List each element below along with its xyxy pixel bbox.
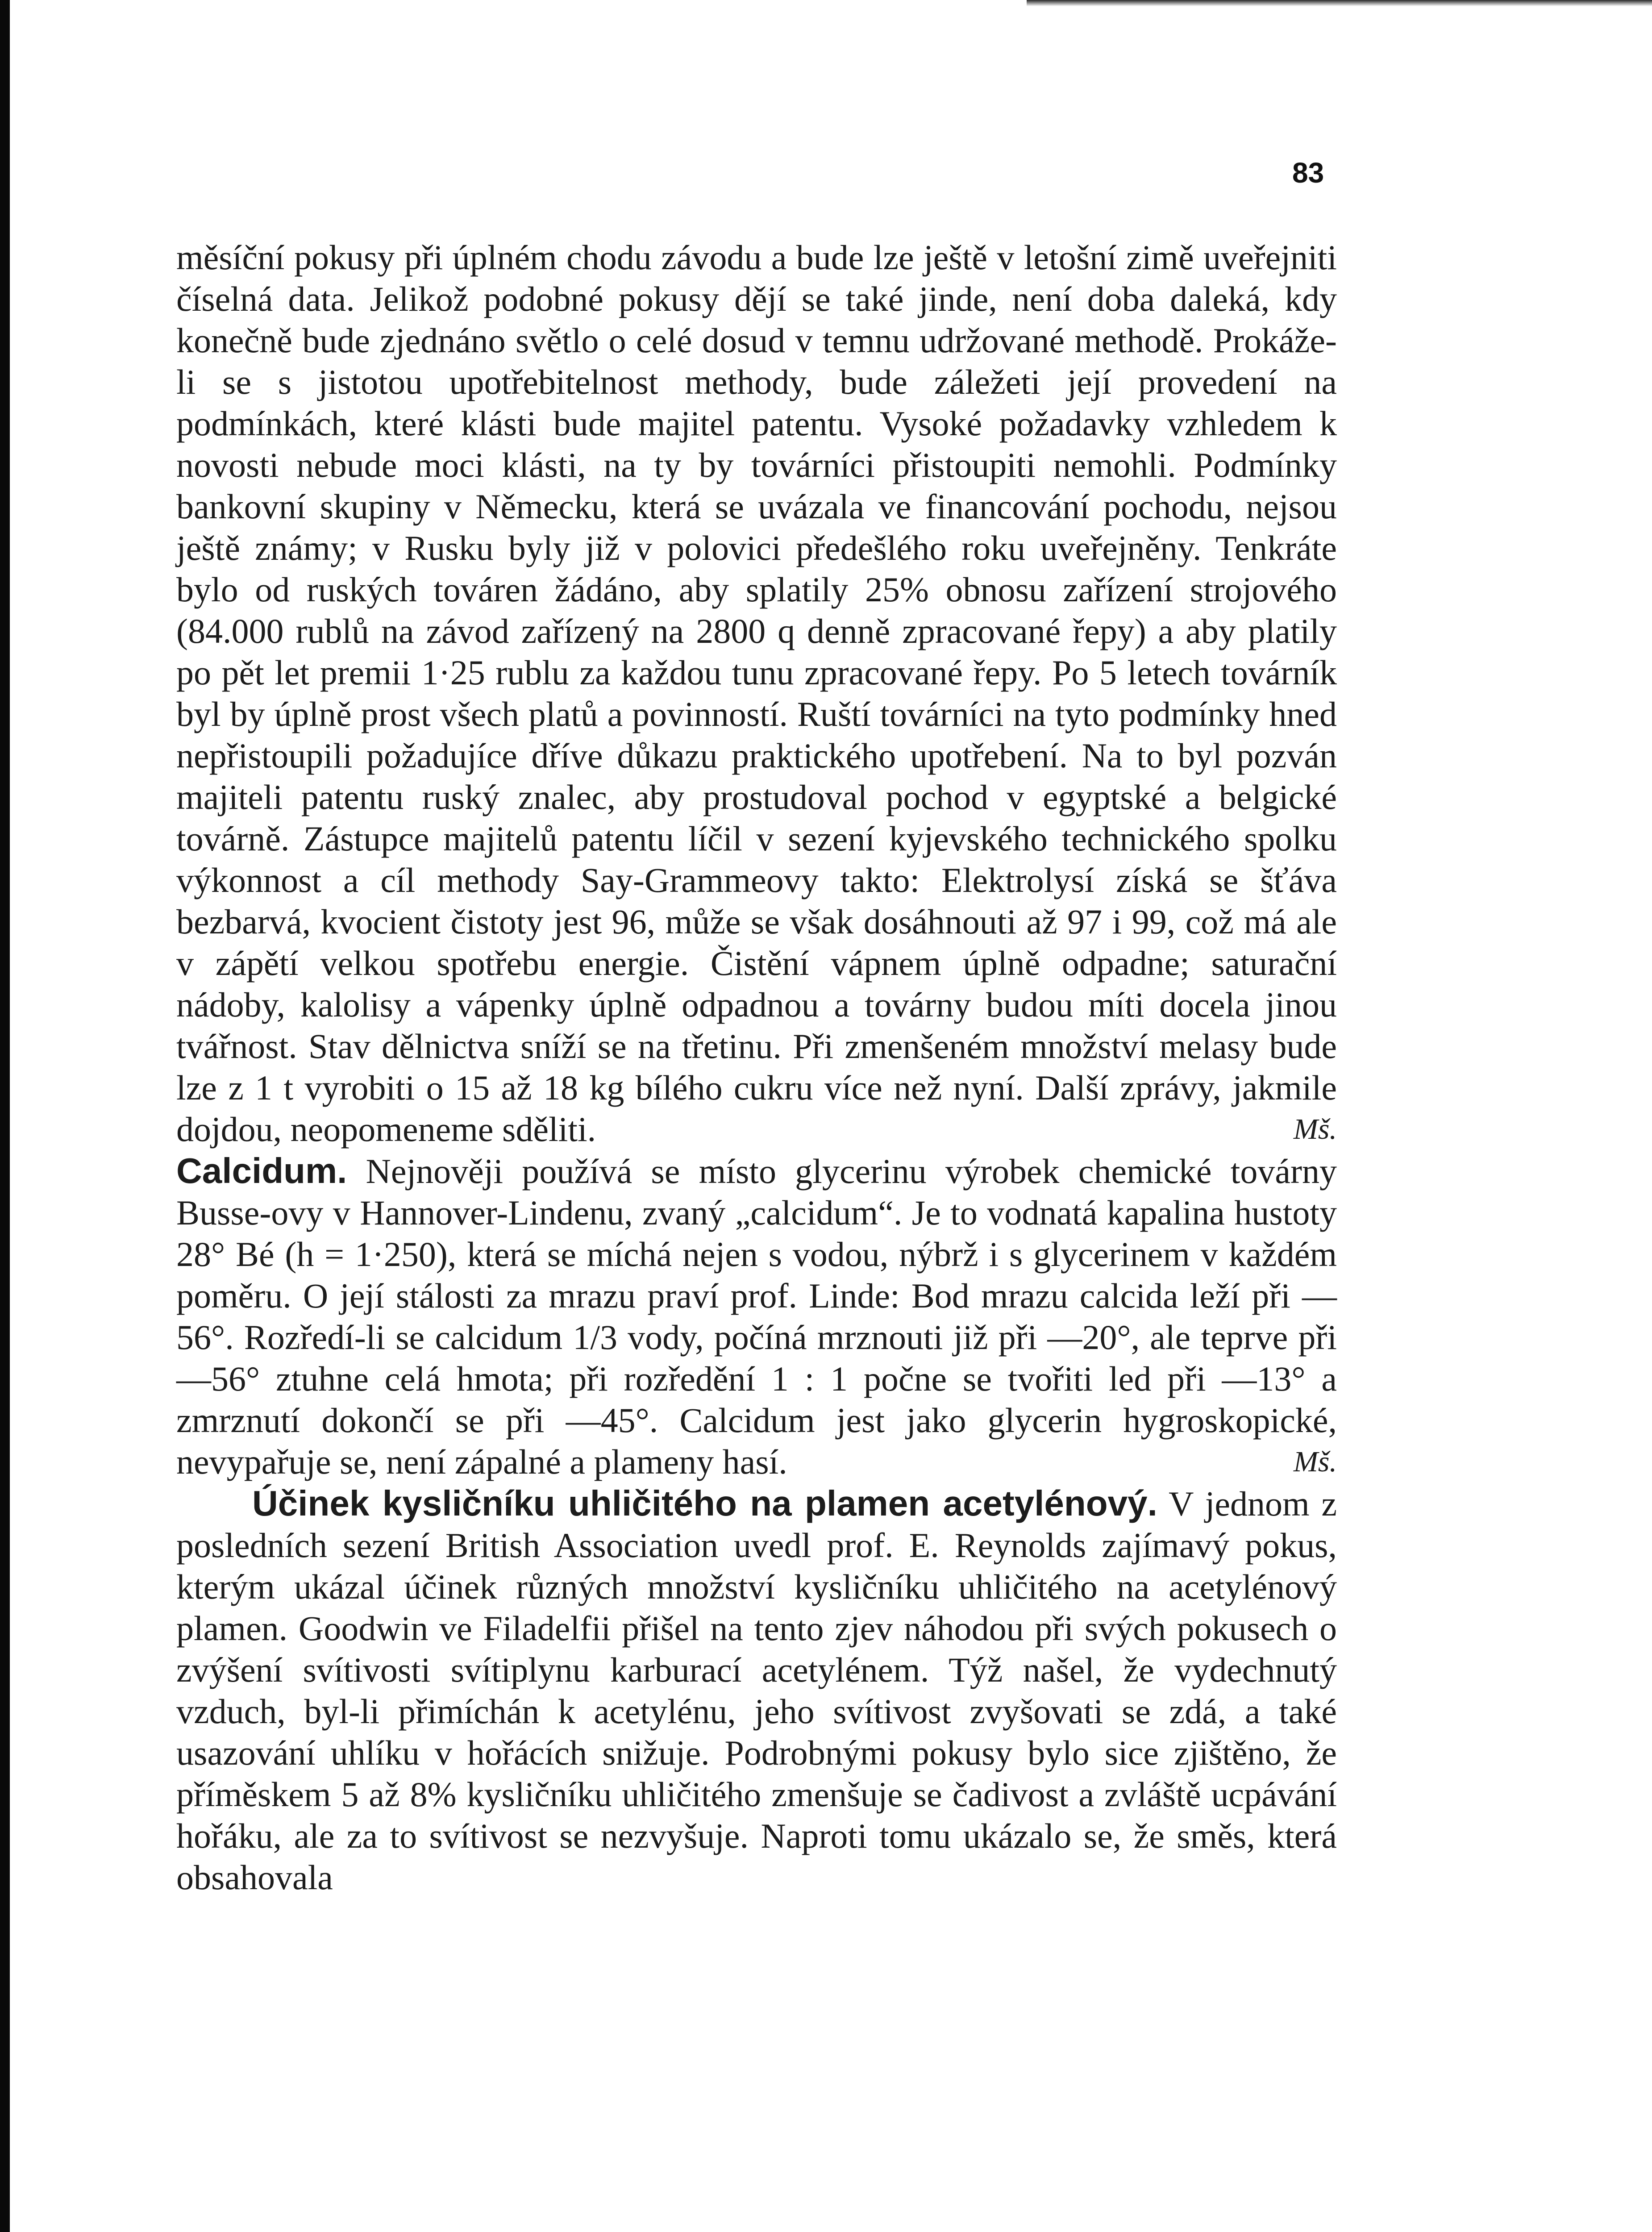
heading-calcidum: Calcidum. [176,1151,347,1191]
page-text [176,237,1337,1898]
paragraph-calcidum-body: Nejnověji používá se místo glycerinu výrobek chemické továrny Busse-ovy v Hannover-Lindenu, zvaný „calcidum“. Je to vodnatá kapalina hustoty 28° Bé (h = 1·250), která se míchá nejen s vodou, nýbrž i s glycerinem v každém poměru. O její stálosti za mrazu praví prof. Linde: Bod mrazu calcida leží při —56°. Rozředí-li se calcidum 1/3 vody, počíná mrznouti již při —20°, ale teprve při —56° ztuhne celá hmota; při rozředění 1 : 1 počne se tvořiti led při —13° a zmrznutí dokončí se při —45°. Calcidum jest jako glycerin hygroskopické, nevypařuje se, není zápalné a plameny hasí. [176,1152,1337,1481]
paragraph-intro [176,237,1337,1150]
paragraph-intro-body: měsíční pokusy při úplném chodu závodu a bude lze ještě v letošní zimě uveřejniti číselná data. Jelikož podobné pokusy dějí se také jinde, není doba daleká, kdy konečně bude zjednáno světlo o celé dosud v temnu udržované methodě. Prokáže-li se s jistotou upotřebitelnost methody, bude záležeti její provedení na podmínkách, které klásti bude majitel patentu. Vysoké požadavky vzhledem k novosti nebude moci klásti, na ty by továrníci přistoupiti nemohli. Podmínky bankovní skupiny v Německu, která se uvázala ve financování pochodu, nejsou ještě známy; v Rusku byly již v polovici předešlého roku uveřejněny. Tenkráte bylo od ruských továren žádáno, aby splatily 25% obnosu zařízení strojového (84.000 rublů na závod zařízený na 2800 q denně zpracované řepy) a aby platily po pět let premii 1·25 rublu za každou tunu zpracované řepy. Po 5 letech továrník byl by úplně prost všech platů a povinností. Ruští továrníci na tyto podmínky hned nepřistoupili požadujíce dříve důkazu praktického upotřebení. Na to byl pozván majiteli patentu ruský znalec, aby prostudoval pochod v egyptské a belgické továrně. Zástupce majitelů patentu líčil v sezení kyjevského technického spolku výkonnost a cíl methody Say-Grammeovy takto: Elektrolysí získá se šťáva bezbarvá, kvocient čistoty jest 96, může se však dosáhnouti až 97 i 99, což má ale v zápětí velkou spotřebu energie. Čistění vápnem úplně odpadne; saturační nádoby, kalolisy a vápenky úplně odpadnou a továrny budou míti docela jinou tvářnost. Stav dělnictva sníží se na třetinu. Při zmenšeném množství melasy bude lze z 1 t vyrobiti o 15 až 18 kg bílého cukru více než nyní. Další zprávy, jakmile dojdou, neopomeneme sděliti. [176,238,1337,1149]
signature: Mš. [1293,1445,1337,1478]
scan-edge-left [0,0,10,2232]
paragraph-ucinek [176,1482,1337,1898]
paragraph-calcidum [176,1150,1337,1482]
paragraph-ucinek-body: V jednom z posledních sezení British Association uvedl prof. E. Reynolds zajímavý pokus, kterým ukázal účinek různých množství kysličníku uhličitého na acetylénový plamen. Goodwin ve Filadelfii přišel na tento zjev náhodou při svých pokusech o zvýšení svítivosti svítiplynu karburací acetylénem. Týž našel, že vydechnutý vzduch, byl-li přimíchán k acetylénu, jeho svítivost zvyšovati se zdá, a také usazování uhlíku v hořácích snižuje. Podrobnými pokusy bylo sice zjištěno, že příměskem 5 až 8% kysličníku uhličitého zmenšuje se čadivost a zvláště ucpávání hořáku, ale za to svítivost se nezvyšuje. Naproti tomu ukázalo se, že směs, která obsahovala [176,1484,1337,1897]
signature: Mš. [1293,1113,1337,1145]
scan-edge-top [1027,0,1652,6]
page-number: 83 [1292,157,1324,189]
heading-ucinek: Účinek kysličníku uhličitého na plamen acetylénový. [252,1483,1157,1523]
